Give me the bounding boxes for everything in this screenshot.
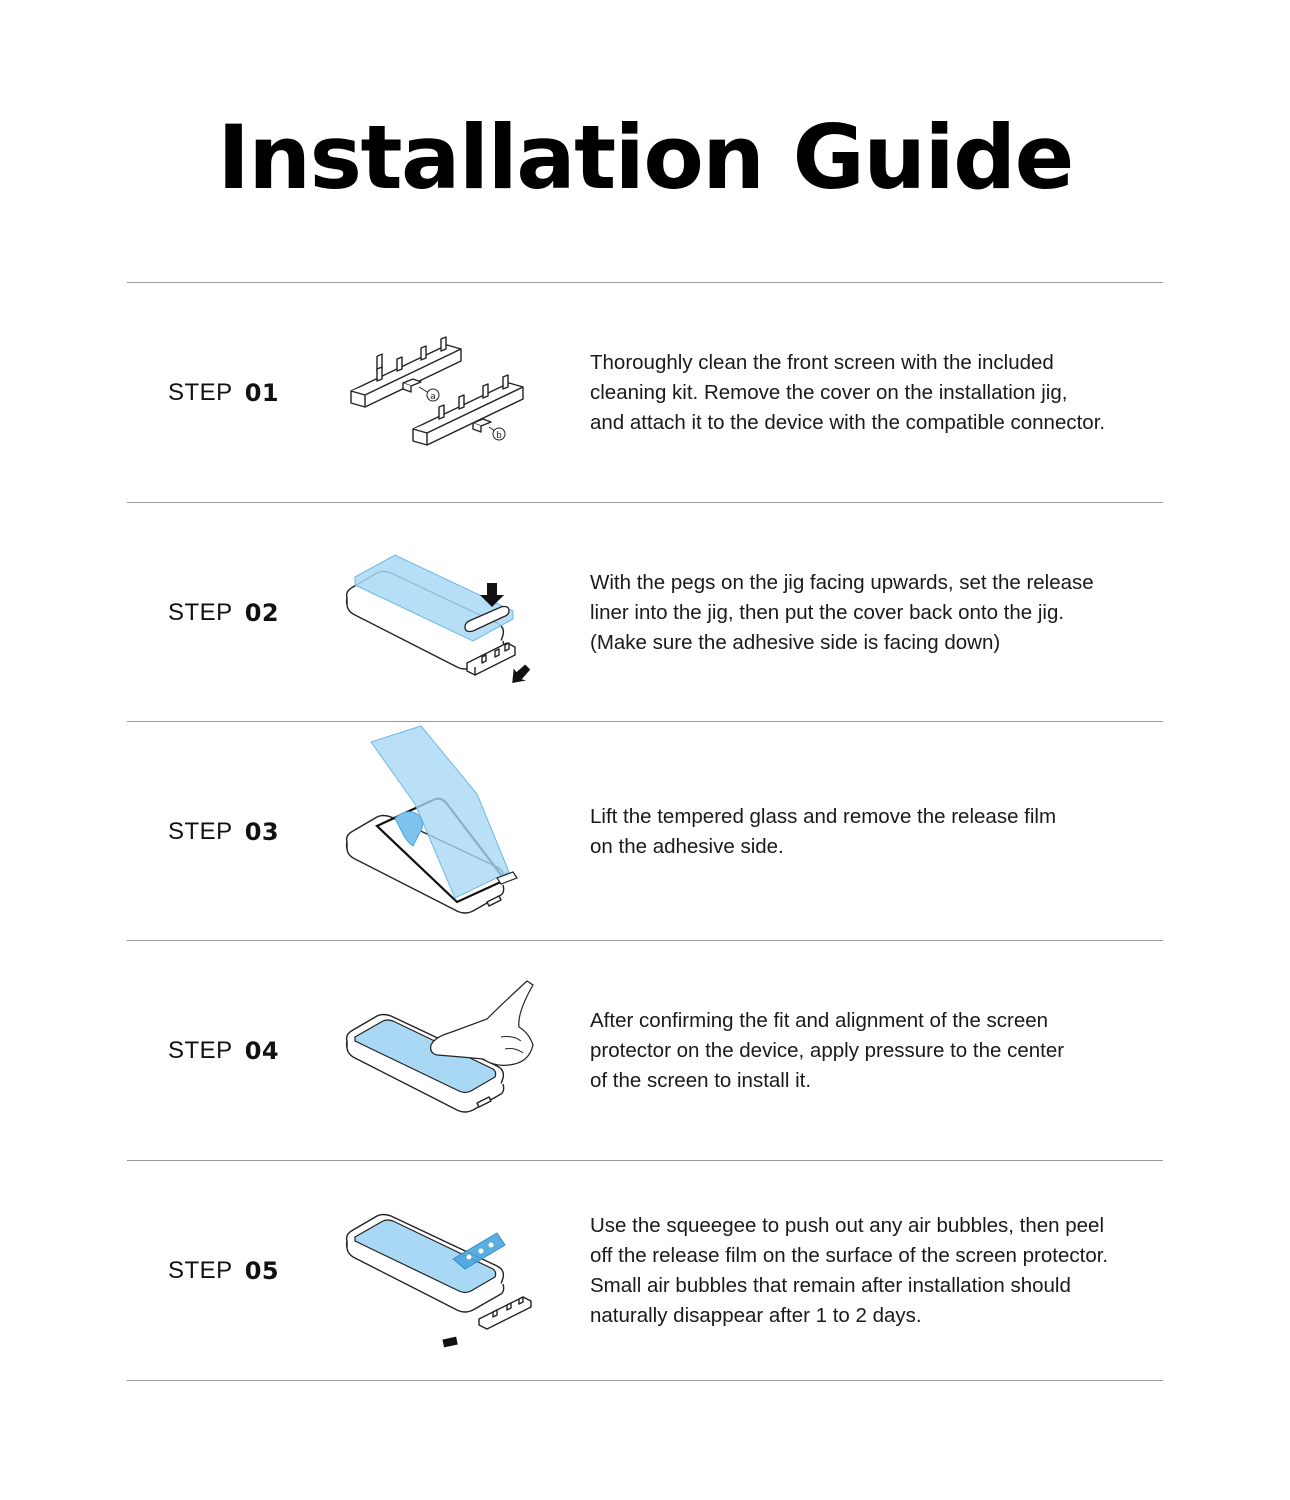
step-word: STEP [168,817,233,845]
callout-a: a [430,392,436,402]
step-label [168,1161,279,1380]
peel-film-illustration [337,1161,557,1380]
step-number: 04 [244,1036,280,1065]
step-03 [127,722,1163,941]
release-liner-illustration [337,503,557,722]
step-04 [127,941,1163,1160]
step-word: STEP [168,378,233,406]
step-word: STEP [168,1256,233,1284]
step-label [168,722,279,941]
step-description [590,941,1150,1160]
step-description [590,1161,1150,1380]
press-center-illustration [337,941,557,1160]
step-word: STEP [168,1036,233,1064]
step-description [590,283,1150,502]
step-number: 01 [244,378,280,407]
step-number: 02 [244,598,280,627]
step-label [168,283,279,502]
callout-b: b [496,431,502,441]
step-text: Thoroughly clean the front screen with the included cleaning kit. Remove the cover on the installation jig, and attach it to the device with the compatible connector. [590,350,1106,434]
step-description [590,503,1150,722]
step-word: STEP [168,598,233,626]
jig-cover-illustration [337,283,557,502]
step-description [590,722,1150,941]
step-text: Use the squeegee to push out any air bubbles, then peel off the release film on the surface of the screen protector. Small air bubbles that remain after installation should naturally disappear after 1 to 2 days. [590,1213,1109,1327]
step-05 [127,1161,1163,1380]
step-text: With the pegs on the jig facing upwards, set the release liner into the jig, then put the cover back onto the jig. (Make sure the adhesive side is facing down) [590,570,1094,654]
step-label [168,941,279,1160]
step-text: Lift the tempered glass and remove the release film on the adhesive side. [590,804,1057,858]
page-title: Installation Guide [217,106,1073,209]
step-02 [127,503,1163,722]
step-text: After confirming the fit and alignment of the screen protector on the device, apply pressure to the center of the screen to install it. [590,1008,1065,1092]
lift-glass-illustration [337,722,557,941]
step-number: 05 [244,1256,280,1285]
step-number: 03 [244,817,280,846]
step-01 [127,283,1163,502]
divider [127,1380,1163,1381]
step-label [168,503,279,722]
